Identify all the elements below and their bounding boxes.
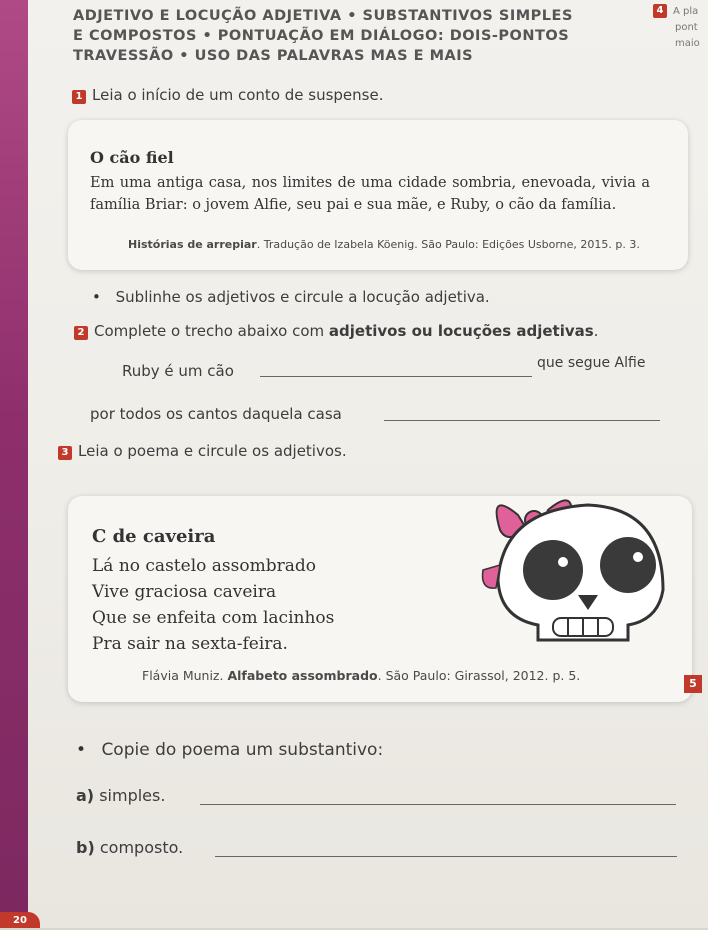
story-text: Em uma antiga casa, nos limites de uma cidade sombria, enevoada, vivia a família Briar: o jovem Alfie, seu pai e sua mãe, e Ruby, o cão da família. <box>90 175 650 213</box>
exercise-2-instruction-end: . <box>593 322 599 340</box>
item-a-label: a) <box>76 786 95 805</box>
story-source <box>128 238 640 251</box>
page-number: 20 <box>0 912 40 928</box>
exercise-1-task <box>92 288 490 306</box>
item-b-text: composto. <box>99 838 184 857</box>
skull-left-eye <box>523 540 583 600</box>
story-source-rest: . Tradução de Izabela Köenig. São Paulo: Edições Usborne, 2015. p. 3. <box>256 238 640 251</box>
exercise-2-blank-1[interactable] <box>260 376 532 377</box>
exercise-2-line-2-start: por todos os cantos daquela casa <box>90 405 342 423</box>
exercise-2-blank-2[interactable] <box>384 420 660 421</box>
exercise-2-line-1-start: Ruby é um cão <box>122 362 234 380</box>
heading-line-2: E COMPOSTOS • PONTUAÇÃO EM DIÁLOGO: DOIS-PONTOS <box>73 28 570 44</box>
exercise-3-task <box>76 740 383 760</box>
exercise-2-instruction-text: Complete o trecho abaixo com <box>94 322 329 340</box>
item-a-text: simples. <box>99 786 166 805</box>
exercise-3-instruction-text: Leia o poema e circule os adjetivos. <box>78 442 347 460</box>
exercise-2-instruction-bold: adjetivos ou locuções adjetivas <box>328 322 594 340</box>
side-badge: 5 <box>684 675 702 693</box>
exercise-3-number: 3 <box>58 446 72 460</box>
exercise-3-instruction <box>58 442 347 460</box>
poem-source-title: Alfabeto assombrado <box>227 668 378 683</box>
exercise-2-number: 2 <box>74 326 88 340</box>
heading-line-1: ADJETIVO E LOCUÇÃO ADJETIVA • SUBSTANTIVOS SIMPLES <box>73 8 573 24</box>
item-b-label: b) <box>76 838 95 857</box>
side-note <box>653 4 708 52</box>
item-b <box>76 838 183 857</box>
item-b-blank[interactable] <box>215 856 677 857</box>
poem-source <box>142 668 580 683</box>
poem-line-2: Vive graciosa caveira <box>92 582 277 602</box>
poem-source-rest: . São Paulo: Girassol, 2012. p. 5. <box>377 668 581 683</box>
exercise-2-instruction <box>74 322 598 340</box>
side-note-line-1: A pla <box>673 6 699 17</box>
item-a <box>76 786 165 805</box>
poem-line-1: Lá no castelo assombrado <box>92 556 316 576</box>
poem-line-4: Pra sair na sexta-feira. <box>92 634 288 654</box>
side-note-badge: 4 <box>653 4 667 18</box>
story-title: O cão fiel <box>90 148 174 167</box>
side-note-line-3: maio <box>675 38 700 49</box>
chapter-heading <box>73 6 673 66</box>
poem-title: C de caveira <box>92 526 216 547</box>
poem-line-3: Que se enfeita com lacinhos <box>92 608 335 628</box>
exercise-1-instruction-text: Leia o início de um conto de suspense. <box>92 86 384 104</box>
exercise-1-number: 1 <box>72 90 86 104</box>
heading-line-3: TRAVESSÃO • USO DAS PALAVRAS MAS E MAIS <box>73 48 474 64</box>
exercise-3-task-text: Copie do poema um substantivo: <box>101 740 384 760</box>
side-note-line-2: pont <box>675 22 698 33</box>
exercise-1-task-text: Sublinhe os adjetivos e circule a locução adjetiva. <box>115 288 490 306</box>
item-a-blank[interactable] <box>200 804 676 805</box>
skull-right-eye <box>600 537 656 593</box>
exercise-1-instruction <box>72 86 383 104</box>
story-source-title: Histórias de arrepiar <box>128 238 257 251</box>
exercise-2-line-1-end: que segue Alfie <box>537 355 646 371</box>
magenta-page-edge <box>0 0 28 928</box>
poem-source-author: Flávia Muniz. <box>142 668 228 683</box>
skull-with-bow-illustration <box>478 470 678 660</box>
